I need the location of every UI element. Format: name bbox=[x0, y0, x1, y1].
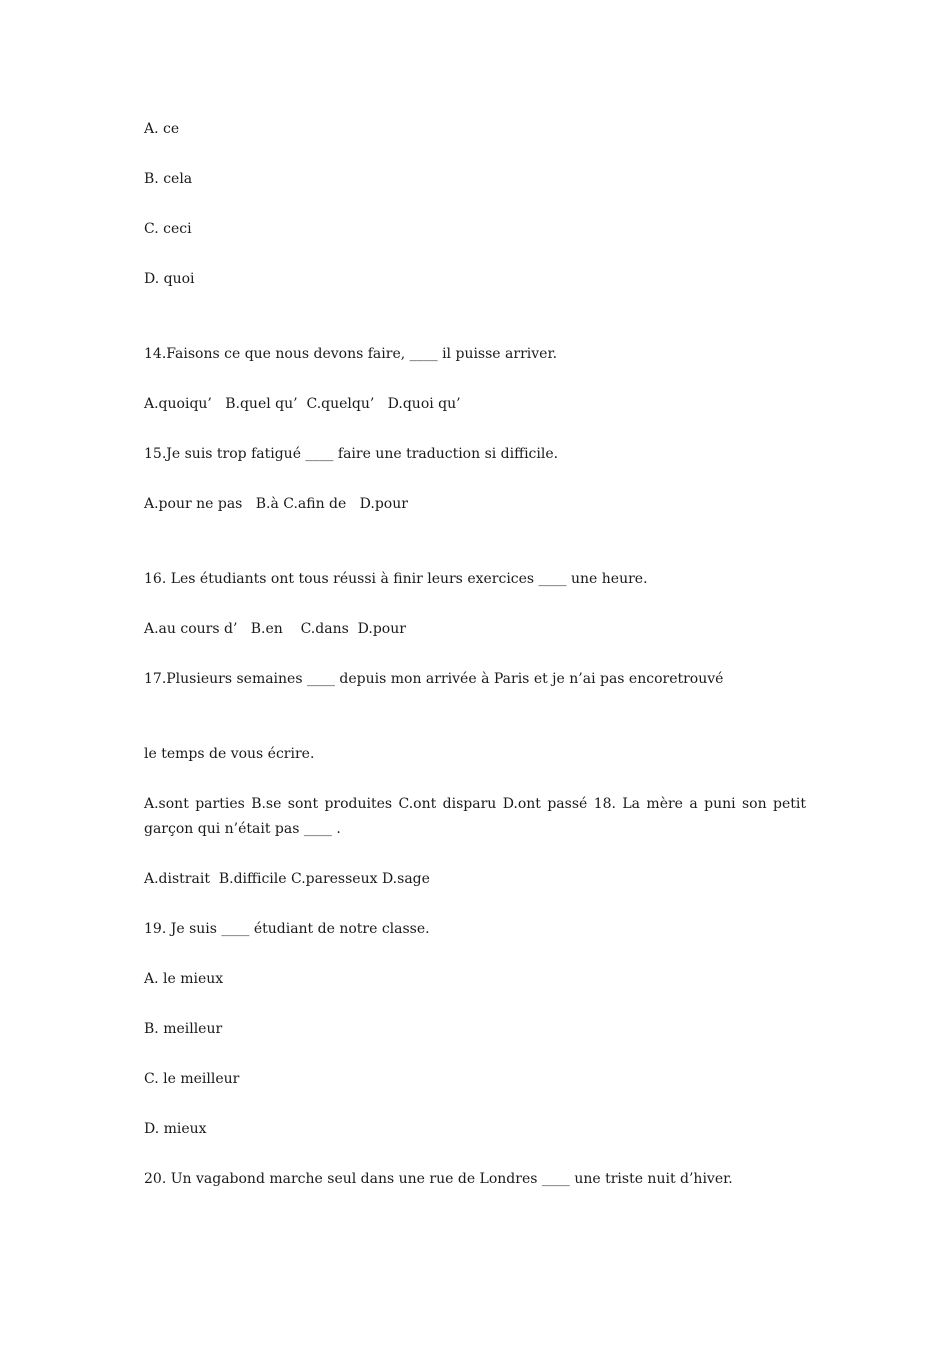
option-q19-a: A. le mieux bbox=[144, 971, 224, 987]
question-17: 17.Plusieurs semaines ____ depuis mon arrivée à Paris et je n’ai pas encoretrouvé bbox=[144, 671, 724, 687]
option-q13-c: C. ceci bbox=[144, 221, 192, 237]
options-q18: A.distrait B.difficile C.paresseux D.sage bbox=[144, 871, 430, 887]
question-15: 15.Je suis trop fatigué ____ faire une traduction si difficile. bbox=[144, 446, 559, 462]
question-19: 19. Je suis ____ étudiant de notre classe. bbox=[144, 921, 430, 937]
options-q17-question-18: A.sont parties B.se sont produites C.ont disparu D.ont passé 18. La mère a puni son petit garçon qui n’était pas ____ . bbox=[144, 796, 806, 837]
question-17-continued: le temps de vous écrire. bbox=[144, 746, 315, 762]
options-q14: A.quoiqu’ B.quel qu’ C.quelqu’ D.quoi qu’ bbox=[144, 396, 461, 412]
options-q15: A.pour ne pas B.à C.afin de D.pour bbox=[144, 496, 408, 512]
option-q13-d: D. quoi bbox=[144, 271, 195, 287]
option-q19-c: C. le meilleur bbox=[144, 1071, 240, 1087]
option-q19-b: B. meilleur bbox=[144, 1021, 223, 1037]
question-20: 20. Un vagabond marche seul dans une rue de Londres ____ une triste nuit d’hiver. bbox=[144, 1171, 733, 1187]
question-14: 14.Faisons ce que nous devons faire, ____ il puisse arriver. bbox=[144, 346, 558, 362]
question-16: 16. Les étudiants ont tous réussi à finir leurs exercices ____ une heure. bbox=[144, 571, 648, 587]
option-q19-d: D. mieux bbox=[144, 1121, 207, 1137]
option-q13-a: A. ce bbox=[144, 121, 180, 137]
options-q16: A.au cours d’ B.en C.dans D.pour bbox=[144, 621, 406, 637]
option-q13-b: B. cela bbox=[144, 171, 193, 187]
